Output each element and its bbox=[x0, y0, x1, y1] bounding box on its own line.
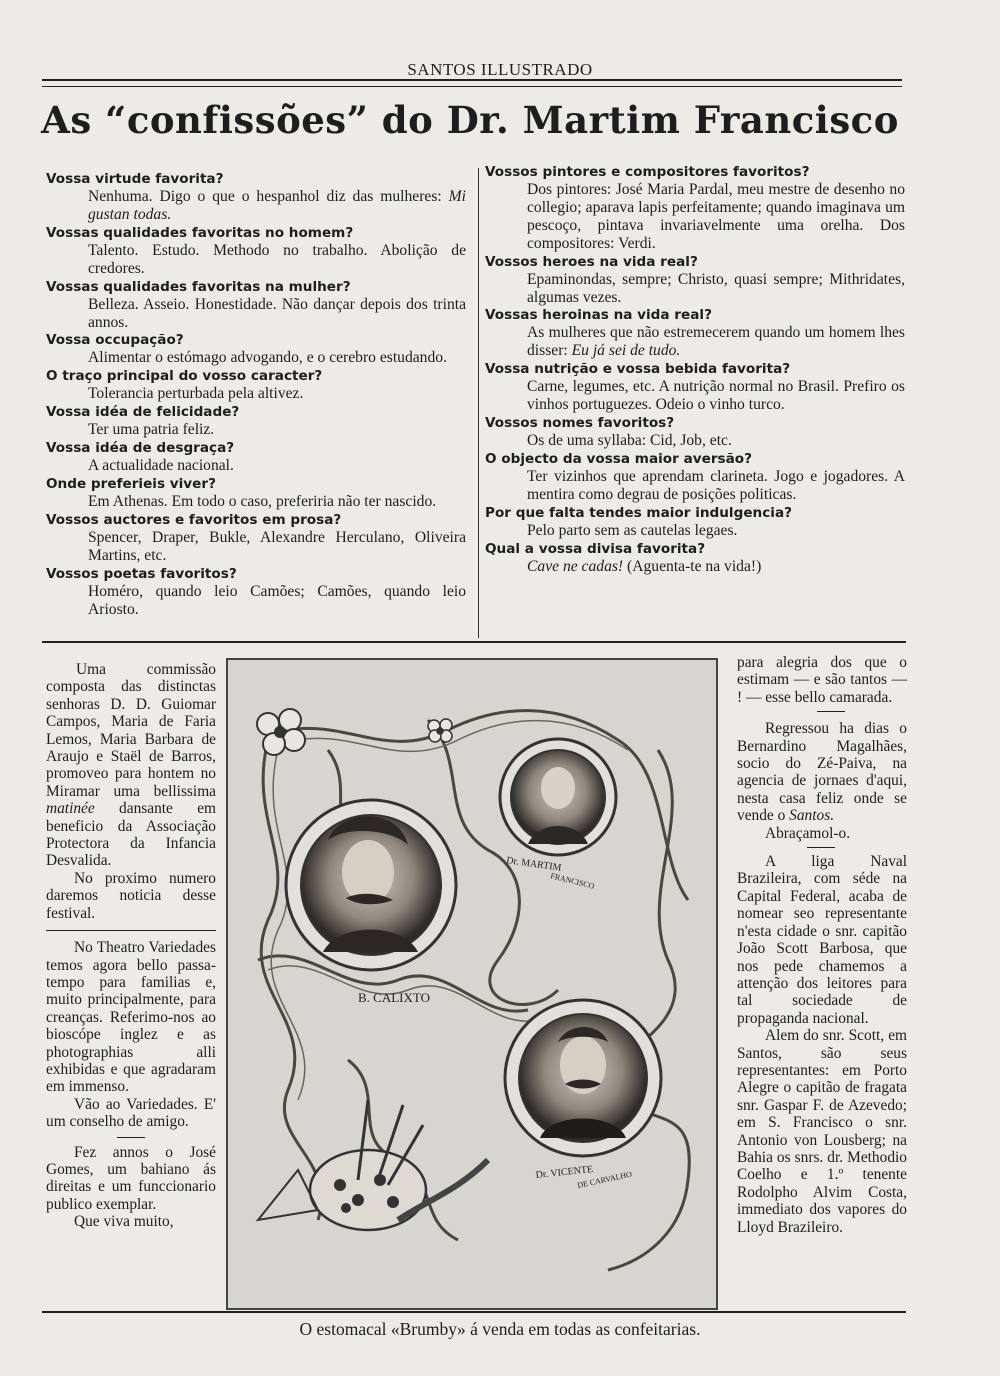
answer: Dos pintores: José Maria Pardal, meu mestre de desenho no collegio; aparava lapis perfeitamente; quando imaginava um pescoço, pintava invariavelmente uma orelha. Dos compositores: Verdi. bbox=[527, 181, 905, 252]
flower-ornament bbox=[257, 709, 305, 755]
qa-item bbox=[46, 278, 466, 332]
paragraph: Vão ao Variedades. E' um conselho de amigo. bbox=[46, 1095, 216, 1131]
paragraph: Que viva muito, bbox=[74, 1213, 174, 1231]
qa-item bbox=[46, 367, 466, 403]
questionnaire-right-column bbox=[485, 163, 905, 576]
question: Vossas qualidades favoritas no homem? bbox=[46, 224, 354, 241]
qa-item bbox=[485, 450, 905, 504]
answer: Ter vizinhos que aprendam clarineta. Jogo e jogadores. A mentira como degrau de posições politicas. bbox=[527, 467, 905, 503]
separator bbox=[807, 847, 835, 848]
answer: Alimentar o estómago advogando, e o cerebro estudando. bbox=[88, 349, 447, 367]
answer: Em Athenas. Em todo o caso, preferiria não ter nascido. bbox=[88, 493, 437, 511]
qa-item bbox=[485, 360, 905, 414]
paragraph: No Theatro Variedades temos agora bello passa-tempo para familias e, muito principalmente, para creanças. Referimo-nos ao bioscópe inglez e as photographias alli exhibidas e que agradaram em immenso. bbox=[46, 939, 216, 1096]
paragraph: Abraçamol-o. bbox=[765, 824, 851, 842]
portrait-medallion-vicente bbox=[505, 1000, 661, 1156]
paragraph: Regressou ha dias o Bernardino Magalhães, socio do Zé-Paiva, na agencia de jornaes d'aqui, nesta casa feliz onde se vende o Santos. bbox=[737, 720, 907, 825]
caption-calixto: B. CALIXTO bbox=[358, 990, 430, 1005]
answer: Pelo parto sem as cautelas legaes. bbox=[527, 521, 738, 539]
question: Qual a vossa divisa favorita? bbox=[485, 540, 706, 557]
right-news-column bbox=[737, 654, 907, 1236]
caption-vicente-2: DE CARVALHO bbox=[576, 1169, 633, 1190]
question: Vossa idéa de felicidade? bbox=[46, 404, 240, 421]
caption-vicente-1: Dr. VICENTE bbox=[535, 1164, 594, 1181]
footer-rule bbox=[42, 1311, 906, 1313]
question: Onde preferieis viver? bbox=[46, 476, 216, 493]
header-rule bbox=[42, 79, 902, 81]
answer: Nenhuma. Digo o que o hespanhol diz das mulheres: Mi gustan todas. bbox=[88, 188, 466, 223]
answer: Carne, legumes, etc. A nutrição normal no Brasil. Prefiro os vinhos portuguezes. Odeio o vinho turco. bbox=[527, 378, 905, 414]
question: Vossos heroes na vida real? bbox=[485, 253, 698, 270]
answer: Talento. Estudo. Methodo no trabalho. Abolição de credores. bbox=[88, 241, 466, 277]
qa-item bbox=[46, 475, 466, 511]
question: Por que falta tendes maior indulgencia? bbox=[485, 504, 793, 521]
question: Vossa virtude favorita? bbox=[46, 171, 224, 187]
portrait-medallion-martim bbox=[500, 739, 616, 855]
paragraph: No proximo numero daremos noticia desse festival. bbox=[46, 869, 216, 922]
paragraph: Alem do snr. Scott, em Santos, são seus representantes: em Porto Alegre o capitão de fragata snr. Gaspar F. de Azevedo; em S. Francisco o snr. Antonio von Lousberg; na Bahia os snrs. dr. Methodio Coelho e 1.º tenente Rodolpho Alvim Costa, immediato dos vapores do Lloyd Brazileiro. bbox=[737, 1027, 907, 1236]
qa-item bbox=[46, 511, 466, 565]
answer: Belleza. Asseio. Honestidade. Não dançar depois dos trinta annos. bbox=[88, 295, 466, 331]
question: Vossa occupação? bbox=[46, 332, 184, 349]
paragraph: para alegria dos que o estimam — e são tantos — ! — esse bello camarada. bbox=[737, 654, 907, 706]
question: Vossos poetas favoritos? bbox=[46, 565, 237, 582]
running-title: SANTOS ILLUSTRADO bbox=[407, 60, 593, 79]
left-news-column bbox=[46, 661, 216, 1231]
question: Vossa nutrição e vossa bebida favorita? bbox=[485, 361, 791, 378]
qa-item bbox=[485, 504, 905, 540]
qa-item bbox=[46, 439, 466, 475]
separator bbox=[817, 711, 845, 712]
qa-item bbox=[485, 306, 905, 360]
column-divider bbox=[478, 168, 479, 638]
qa-item bbox=[46, 331, 466, 367]
question: O objecto da vossa maior aversão? bbox=[485, 450, 753, 467]
qa-item bbox=[46, 403, 466, 439]
portrait-medallion-calixto bbox=[286, 800, 456, 970]
separator bbox=[117, 1137, 145, 1138]
section-rule bbox=[42, 641, 906, 643]
answer: Epaminondas, sempre; Christo, quasi sempre; Mithridates, algumas vezes. bbox=[527, 270, 905, 306]
qa-item bbox=[485, 163, 905, 253]
answer: Spencer, Draper, Bukle, Alexandre Herculano, Oliveira Martins, etc. bbox=[88, 528, 466, 564]
qa-item bbox=[46, 224, 466, 278]
question: Vossas heroinas na vida real? bbox=[485, 307, 712, 324]
answer: As mulheres que não estremecerem quando um homem lhes disser: Eu já sei de tudo. bbox=[527, 324, 905, 360]
answer: A actualidade nacional. bbox=[88, 457, 234, 475]
qa-item bbox=[485, 253, 905, 307]
answer: Ter uma patria feliz. bbox=[88, 421, 215, 439]
caption-martim-1: Dr. MARTIM bbox=[505, 855, 563, 874]
paragraph: A liga Naval Brazileira, com séde na Capital Federal, acaba de nomear seo representante n'esta cidade o snr. capitão João Scott Barbosa, que nos pede chamemos a attenção dos leitores para tal sociedade de propaganda nacional. bbox=[737, 853, 907, 1027]
answer: Os de uma syllaba: Cid, Job, etc. bbox=[527, 432, 732, 450]
paragraph: Fez annos o José Gomes, um bahiano ás direitas e um funccionario publico exemplar. bbox=[46, 1143, 216, 1213]
question: Vossas qualidades favoritas na mulher? bbox=[46, 278, 351, 295]
qa-item bbox=[46, 170, 466, 224]
answer: Homéro, quando leio Camões; Camões, quando leio Ariosto. bbox=[88, 582, 466, 618]
question: O traço principal do vosso caracter? bbox=[46, 368, 323, 385]
article-title: As “confissões” do Dr. Martim Francisco bbox=[41, 98, 899, 142]
question: Vossa idéa de desgraça? bbox=[46, 440, 235, 457]
questionnaire-left-column bbox=[46, 170, 466, 619]
qa-item bbox=[485, 540, 905, 576]
footer-advert: O estomacal «Brumby» á venda em todas as confeitarias. bbox=[299, 1319, 701, 1339]
paragraph: Uma commissão composta das distinctas senhoras D. D. Guiomar Campos, Maria de Faria Lemos, Maria Barbara de Araujo e Staël de Barros, promoveo para hontem no Miramar uma bellissima matinée dansante em beneficio da Associação Protectora da Infancia Desvalida. bbox=[46, 661, 216, 870]
question: Vossos auctores e favoritos em prosa? bbox=[46, 511, 342, 528]
answer: Cave ne cadas! (Aguenta-te na vida!) bbox=[527, 557, 762, 575]
art-nouveau-frame bbox=[228, 660, 716, 1308]
qa-item bbox=[485, 414, 905, 450]
caption-martim-2: FRANCISCO bbox=[549, 871, 596, 891]
separator bbox=[46, 930, 216, 931]
header-rule-thin bbox=[42, 86, 902, 87]
qa-item bbox=[46, 565, 466, 619]
question: Vossos nomes favoritos? bbox=[485, 415, 675, 432]
question: Vossos pintores e compositores favoritos? bbox=[485, 164, 810, 180]
answer: Tolerancia perturbada pela altivez. bbox=[88, 385, 304, 403]
portrait-illustration bbox=[226, 658, 718, 1310]
